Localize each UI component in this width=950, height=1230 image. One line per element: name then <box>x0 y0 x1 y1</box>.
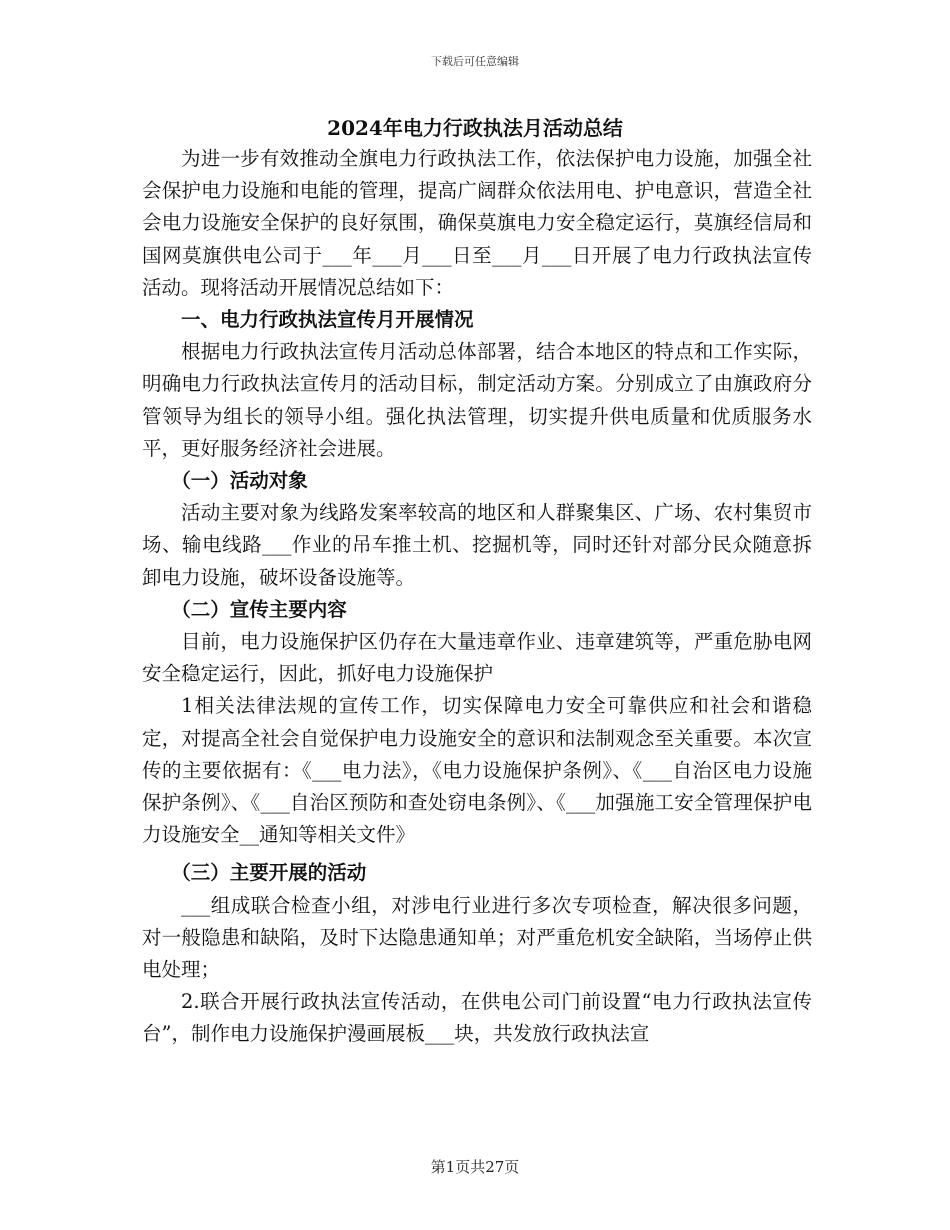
subsection-3-heading: （三）主要开展的活动 <box>171 861 367 885</box>
section-1-paragraph: 根据电力行政执法宣传月活动总体部署，结合本地区的特点和工作实际，明确电力行政执法宣传月的活动目标，制定活动方案。分别成立了由旗政府分管领导为组长的领导小组。强化执法管理，切实提升供电质量和优质服务水平，更好服务经济社会进展。 <box>142 340 812 460</box>
intro-paragraph: 为进一步有效推动全旗电力行政执法工作，依法保护电力设施，加强全社会保护电力设施和电能的管理，提高广阔群众依法用电、护电意识，营造全社会电力设施安全保护的良好氛围，确保莫旗电力安全稳定运行，莫旗经信局和国网莫旗供电公司于___年___月___日至___月___日开展了电力行政执法宣传活动。现将活动开展情况总结如下： <box>142 147 812 299</box>
document-body <box>142 143 812 1051</box>
document-title: 2024年电力行政执法月活动总结 <box>327 116 623 140</box>
subsection-3-paragraph-1: ___组成联合检查小组，对涉电行业进行多次专项检查，解决很多问题，对一般隐患和缺陷，及时下达隐患通知单；对严重危机安全缺陷，当场停止供电处理； <box>142 893 812 982</box>
subsection-2-paragraph-1: 目前，电力设施保护区仍存在大量违章作业、违章建筑等，严重危胁电网安全稳定运行，因此，抓好电力设施保护 <box>142 630 812 686</box>
section-1-heading: 一、电力行政执法宣传月开展情况 <box>181 308 474 332</box>
page-number: 第1页共27页 <box>430 1158 520 1176</box>
subsection-3-paragraph-2: 2.联合开展行政执法宣传活动，在供电公司门前设置“电力行政执法宣传台”，制作电力设施保护漫画展板___块，共发放行政执法宣 <box>142 990 812 1046</box>
subsection-1-heading: （一）活动对象 <box>171 469 308 493</box>
header-note: 下载后可任意编辑 <box>431 55 519 68</box>
subsection-2-paragraph-2: 1相关法律法规的宣传工作，切实保障电力安全可靠供应和社会和谐稳定，对提高全社会自觉保护电力设施安全的意识和法制观念至关重要。本次宣传的主要依据有：《___电力法》，《电力设施保护条例》、《___自治区电力设施保护条例》、《___自治区预防和查处窃电条例》、《___加强施工安全管理保护电力设施安全__通知等相关文件》 <box>142 694 812 847</box>
subsection-2-heading: （二）宣传主要内容 <box>171 597 347 621</box>
subsection-1-paragraph: 活动主要对象为线路发案率较高的地区和人群聚集区、广场、农村集贸市场、输电线路___作业的吊车推土机、挖掘机等，同时还针对部分民众随意拆卸电力设施，破坏设备设施等。 <box>142 501 812 589</box>
